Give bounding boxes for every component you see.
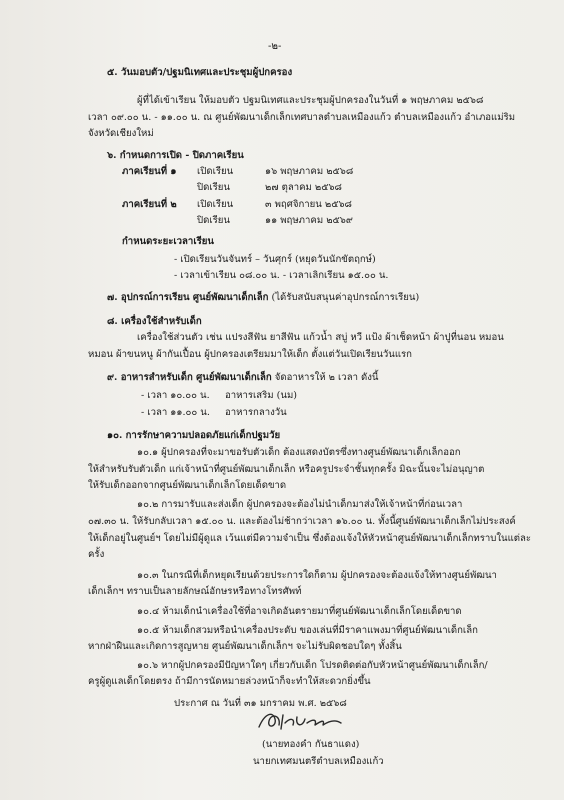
section-10-text: ๑๐.๔ ห้ามเด็กนำเครื่องใช้ที่อาจเกิดอันตรายมาที่ศูนย์พัฒนาเด็กเล็กโดยเด็ดขาด bbox=[137, 606, 462, 617]
section-10-text: ครั้ง bbox=[88, 549, 105, 560]
term-1-close-date: ๒๗ ตุลาคม ๒๕๖๘ bbox=[265, 182, 342, 193]
section-10-text: ๐๗.๓๐ น. ให้รับกลับเวลา ๑๕.๐๐ น. และต้องไม่ช้ากว่าเวลา ๑๖.๐๐ น. ทั้งนี้ศูนย์พัฒนาเด็กเล็กไม่ประสงค์ bbox=[88, 516, 516, 527]
meal-1-name: อาหารเสริม (นม) bbox=[225, 390, 298, 401]
section-5-heading: ๕. วันมอบตัว/ปฐมนิเทศและประชุมผู้ปกครอง bbox=[107, 67, 293, 78]
study-time-heading: กำหนดระยะเวลาเรียน bbox=[122, 236, 214, 247]
study-days: - เปิดเรียนวันจันทร์ – วันศุกร์ (หยุดวันนักขัตฤกษ์) bbox=[174, 254, 376, 265]
term-2-label: ภาคเรียนที่ ๒ bbox=[122, 199, 177, 210]
section-9-note: จัดอาหารให้ ๒ เวลา ดังนี้ bbox=[271, 372, 379, 383]
section-5-text: จังหวัดเชียงใหม่ bbox=[88, 128, 154, 139]
term-1-close-label: ปิดเรียน bbox=[197, 182, 230, 193]
section-8-text: เครื่องใช้ส่วนตัว เช่น แปรงสีฟัน ยาสีฟัน แก้วน้ำ สบู่ หวี แป้ง ผ้าเช็ดหน้า ผ้าปูที่นอน หมอน bbox=[137, 332, 504, 343]
term-2-close-date: ๑๑ พฤษภาคม ๒๕๖๙ bbox=[265, 215, 353, 226]
section-10-text: ๑๐.๕ ห้ามเด็กสวมหรือนำเครื่องประดับ ของเล่นที่มีราคาแพงมาที่ศูนย์พัฒนาเด็กเล็ก bbox=[137, 625, 478, 636]
section-9-heading: ๙. อาหารสำหรับเด็ก ศูนย์พัฒนาเด็กเล็ก bbox=[107, 372, 272, 383]
section-10-text: ให้รับเด็กออกจากศูนย์พัฒนาเด็กเล็กโดยเด็ดขาด bbox=[88, 480, 287, 491]
section-10-text: หากฝ่าฝืนและเกิดการสูญหาย ศูนย์พัฒนาเด็กเล็กฯ จะไม่รับผิดชอบใดๆ ทั้งสิ้น bbox=[88, 641, 402, 652]
study-hours: - เวลาเข้าเรียน ๐๘.๐๐ น. - เวลาเลิกเรียน ๑๕.๐๐ น. bbox=[174, 270, 389, 281]
announcement-date: ประกาศ ณ วันที่ ๓๑ มกราคม พ.ศ. ๒๕๖๘ bbox=[174, 698, 347, 709]
section-10-text: ๑๐.๖ หากผู้ปกครองมีปัญหาใดๆ เกี่ยวกับเด็ก โปรดติดต่อกับหัวหน้าศูนย์พัฒนาเด็กเล็ก/ bbox=[137, 660, 488, 671]
signer-name: (นายทองคำ กันธาแดง) bbox=[262, 739, 360, 750]
term-2-open-date: ๓ พฤศจิกายน ๒๕๖๘ bbox=[265, 199, 352, 210]
section-10-heading: ๑๐. การรักษาความปลอดภัยแก่เด็กปฐมวัย bbox=[107, 430, 281, 441]
term-1-open-label: เปิดเรียน bbox=[197, 166, 234, 177]
section-10-text: ให้สำหรับรับตัวเด็ก แก่เจ้าหน้าที่ศูนย์พัฒนาเด็กเล็ก หรือครูประจำชั้นทุกครั้ง มิฉะนั้นจะไม่อนุญาต bbox=[88, 464, 485, 475]
section-10-text: ครูผู้ดูแลเด็กโดยตรง ถ้ามีการนัดหมายล่วงหน้าก็จะทำให้สะดวกยิ่งขึ้น bbox=[88, 676, 371, 687]
section-10-text: ให้เด็กอยู่ในศูนย์ฯ โดยไม่มีผู้ดูแล เว้นแต่มีความจำเป็น ซึ่งต้องแจ้งให้หัวหน้าศูนย์พัฒนาเด็กเล็กทราบในแต่ละ bbox=[88, 533, 532, 544]
section-9 bbox=[107, 371, 379, 384]
meal-2-name: อาหารกลางวัน bbox=[225, 407, 287, 418]
term-2-open-label: เปิดเรียน bbox=[197, 199, 234, 210]
term-1-label: ภาคเรียนที่ ๑ bbox=[122, 166, 177, 177]
section-8-text: หมอน ผ้าขนหนู ผ้ากันเปื้อน ผู้ปกครองเตรียมมาให้เด็ก ตั้งแต่วันเปิดเรียนวันแรก bbox=[88, 349, 412, 360]
section-10-text: ๑๐.๒ การมารับและส่งเด็ก ผู้ปกครองจะต้องไม่นำเด็กมาส่งให้เจ้าหน้าที่ก่อนเวลา bbox=[137, 499, 463, 510]
term-1-open-date: ๑๖ พฤษภาคม ๒๕๖๘ bbox=[265, 166, 354, 177]
section-10-text: ๑๐.๓ ในกรณีที่เด็กหยุดเรียนด้วยประการใดก็ตาม ผู้ปกครองจะต้องแจ้งให้ทางศูนย์พัฒนา bbox=[137, 570, 497, 581]
section-7-note: (ได้รับสนับสนุนค่าอุปกรณ์การเรียน) bbox=[268, 292, 420, 303]
meal-1-time: - เวลา ๑๐.๐๐ น. bbox=[141, 390, 210, 401]
page-number: -๒- bbox=[268, 41, 282, 52]
section-5-text: เวลา ๐๙.๐๐ น. - ๑๑.๐๐ น. ณ ศูนย์พัฒนาเด็กเล็กเทศบาลตำบลเหมืองแก้ว ตำบลเหมืองแก้ว อำเภอแม่ริม bbox=[88, 112, 516, 123]
term-2-close-label: ปิดเรียน bbox=[197, 215, 230, 226]
section-10-text: เด็กเล็กฯ ทราบเป็นลายลักษณ์อักษรหรือทางโทรศัพท์ bbox=[88, 586, 302, 597]
section-5-text: ผู้ที่ได้เข้าเรียน ให้มอบตัว ปฐมนิเทศและประชุมผู้ปกครองในวันที่ ๑ พฤษภาคม ๒๕๖๘ bbox=[137, 95, 484, 106]
signer-position: นายกเทศมนตรีตำบลเหมืองแก้ว bbox=[253, 756, 384, 767]
section-7-heading: ๗. อุปกรณ์การเรียน ศูนย์พัฒนาเด็กเล็ก bbox=[107, 292, 269, 303]
meal-2-time: - เวลา ๑๑.๐๐ น. bbox=[141, 407, 210, 418]
section-7 bbox=[107, 291, 419, 304]
section-8-heading: ๘. เครื่องใช้สำหรับเด็ก bbox=[107, 316, 202, 327]
handwritten-signature bbox=[255, 707, 347, 735]
section-6-heading: ๖. กำหนดการเปิด - ปิดภาคเรียน bbox=[107, 150, 244, 161]
section-10-text: ๑๐.๑ ผู้ปกครองที่จะมาขอรับตัวเด็ก ต้องแสดงบัตรซึ่งทางศูนย์พัฒนาเด็กเล็กออก bbox=[137, 447, 461, 458]
